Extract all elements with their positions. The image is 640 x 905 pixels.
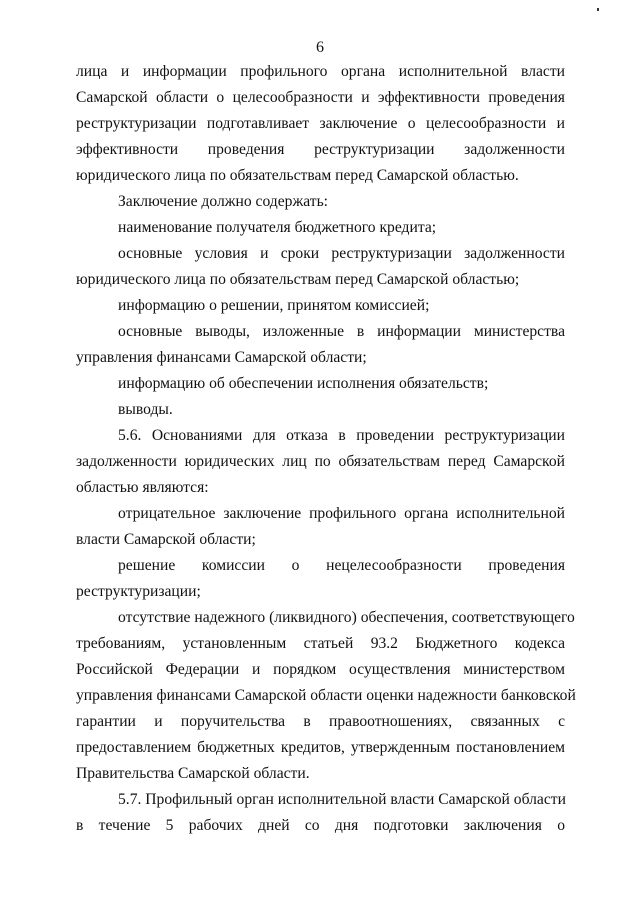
scan-speck [597,8,599,11]
text-line: наименование получателя бюджетного кредита; [118,219,437,236]
text-line: лица и информации профильного органа исполнительной власти [76,63,565,80]
text-line: выводы. [118,401,173,418]
text-line: областью являются: [76,479,209,496]
text-line: юридического лица по обязательствам перед Самарской областью; [76,271,520,288]
text-line: 5.7. Профильный орган исполнительной власти Самарской области [118,791,566,808]
text-line: информацию о решении, принятом комиссией; [118,297,430,314]
text-line: информацию об обеспечении исполнения обязательств; [118,375,489,392]
text-line: 5.6. Основаниями для отказа в проведении реструктуризации [118,427,565,444]
text-line: реструктуризации подготавливает заключение о целесообразности и [76,115,565,132]
text-line: задолженности юридических лиц по обязательствам перед Самарской [76,453,565,470]
text-line: эффективности проведения реструктуризации задолженности [76,141,565,158]
text-line: Самарской области о целесообразности и эффективности проведения [76,89,565,106]
text-line: управления финансами Самарской области; [76,349,367,366]
text-line: основные выводы, изложенные в информации министерства [118,323,565,340]
text-line: отрицательное заключение профильного органа исполнительной [118,505,565,522]
document-body [76,62,576,842]
text-line: в течение 5 рабочих дней со дня подготовки заключения о [76,817,565,834]
text-line: предоставлением бюджетных кредитов, утвержденным постановлением [76,739,565,756]
text-line: Заключение должно содержать: [118,193,329,210]
text-line: Правительства Самарской области. [76,765,310,782]
text-line: основные условия и сроки реструктуризации задолженности [118,245,565,262]
text-line: требованиям, установленным статьей 93.2 Бюджетного кодекса [76,635,565,652]
text-line: реструктуризации; [76,583,201,600]
text-line: управления финансами Самарской области оценки надежности банковской [76,687,576,704]
text-line: гарантии и поручительства в правоотношениях, связанных с [76,713,565,730]
text-line: отсутствие надежного (ликвидного) обеспечения, соответствующего [118,609,575,626]
text-line: решение комиссии о нецелесообразности проведения [118,557,565,574]
text-line: Российской Федерации и порядком осуществления министерством [76,661,565,678]
page-number: 6 [316,39,324,56]
text-line: юридического лица по обязательствам перед Самарской областью. [76,167,519,184]
text-line: власти Самарской области; [76,531,256,548]
